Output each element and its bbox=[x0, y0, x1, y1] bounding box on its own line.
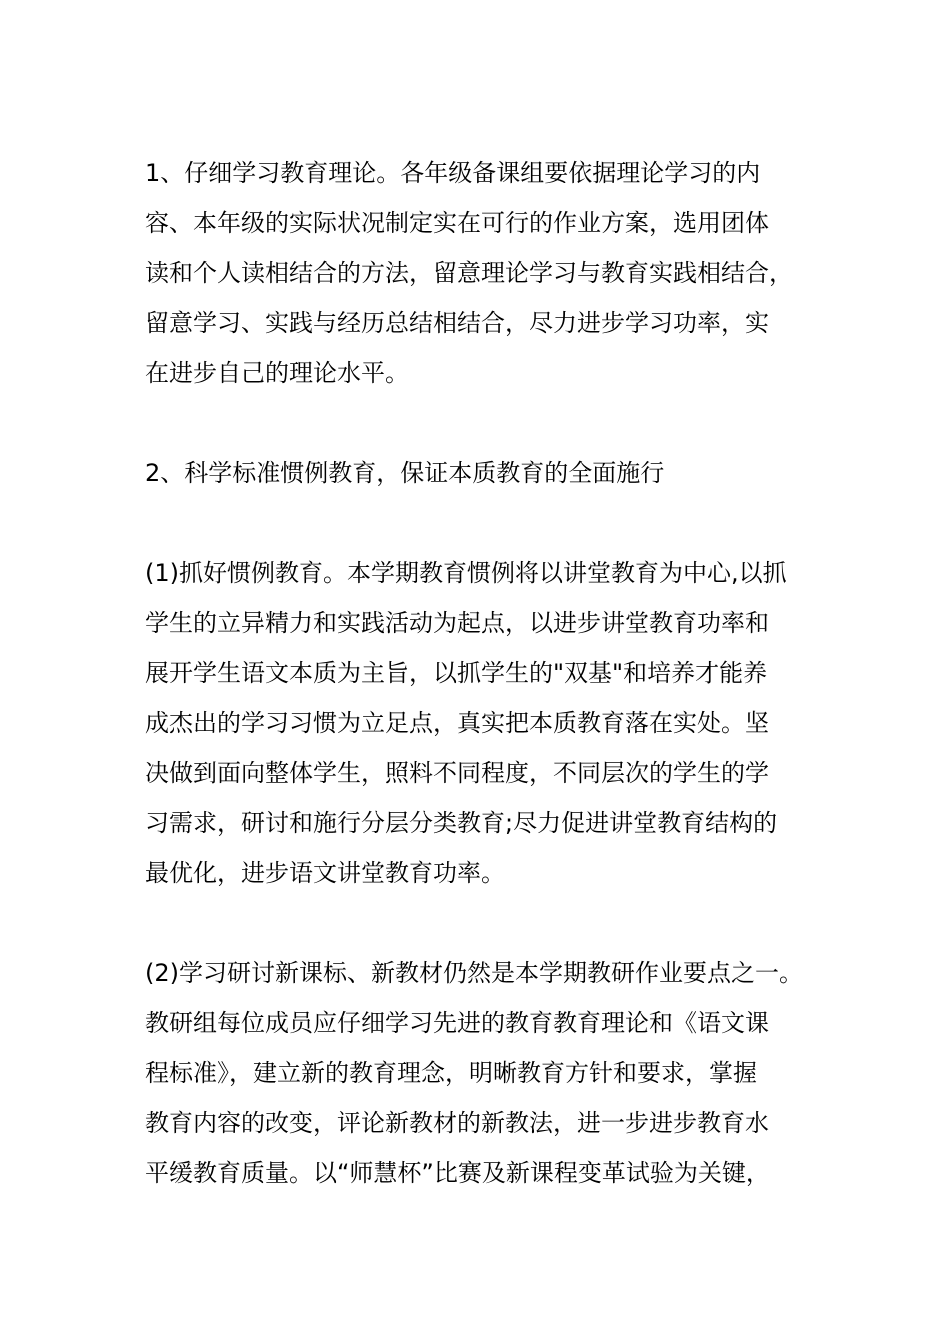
paragraph-2 bbox=[145, 448, 835, 498]
text-line: 2、科学标准惯例教育，保证本质教育的全面施行 bbox=[145, 459, 665, 487]
paragraph-3 bbox=[145, 548, 835, 898]
text-line: (1)抓好惯例教育。本学期教育惯例将以讲堂教育为中心,以抓 bbox=[145, 559, 787, 587]
text-line: 容、本年级的实际状况制定实在可行的作业方案，选用团体 bbox=[145, 209, 769, 237]
text-line: 平缓教育质量。以“师慧杯”比赛及新课程变革试验为关键， bbox=[145, 1159, 770, 1187]
paragraph-4 bbox=[145, 948, 835, 1198]
text-line: 1、仔细学习教育理论。各年级备课组要依据理论学习的内 bbox=[145, 159, 761, 187]
text-line: 展开学生语文本质为主旨，以抓学生的"双基"和培养才能养 bbox=[145, 659, 768, 687]
paragraph-gap bbox=[145, 898, 835, 948]
document-body bbox=[145, 148, 835, 1198]
text-line: 决做到面向整体学生，照料不同程度，不同层次的学生的学 bbox=[145, 759, 769, 787]
text-line: 留意学习、实践与经历总结相结合，尽力进步学习功率，实 bbox=[145, 309, 769, 337]
text-line: 教育内容的改变，评论新教材的新教法，进一步进步教育水 bbox=[145, 1109, 769, 1137]
text-line: 教研组每位成员应仔细学习先进的教育教育理论和《语文课 bbox=[145, 1009, 769, 1037]
text-line: 程标准》，建立新的教育理念，明晰教育方针和要求，掌握 bbox=[145, 1059, 757, 1087]
paragraph-gap bbox=[145, 398, 835, 448]
text-line: 在进步自己的理论水平。 bbox=[145, 359, 409, 387]
text-line: 读和个人读相结合的方法，留意理论学习与教育实践相结合， bbox=[145, 259, 793, 287]
text-line: (2)学习研讨新课标、新教材仍然是本学期教研作业要点之一。 bbox=[145, 959, 803, 987]
paragraph-gap bbox=[145, 498, 835, 548]
text-line: 习需求，研讨和施行分层分类教育;尽力促进讲堂教育结构的 bbox=[145, 809, 778, 837]
text-line: 成杰出的学习习惯为立足点，真实把本质教育落在实处。坚 bbox=[145, 709, 769, 737]
text-line: 最优化，进步语文讲堂教育功率。 bbox=[145, 859, 505, 887]
paragraph-1 bbox=[145, 148, 835, 398]
text-line: 学生的立异精力和实践活动为起点，以进步讲堂教育功率和 bbox=[145, 609, 769, 637]
